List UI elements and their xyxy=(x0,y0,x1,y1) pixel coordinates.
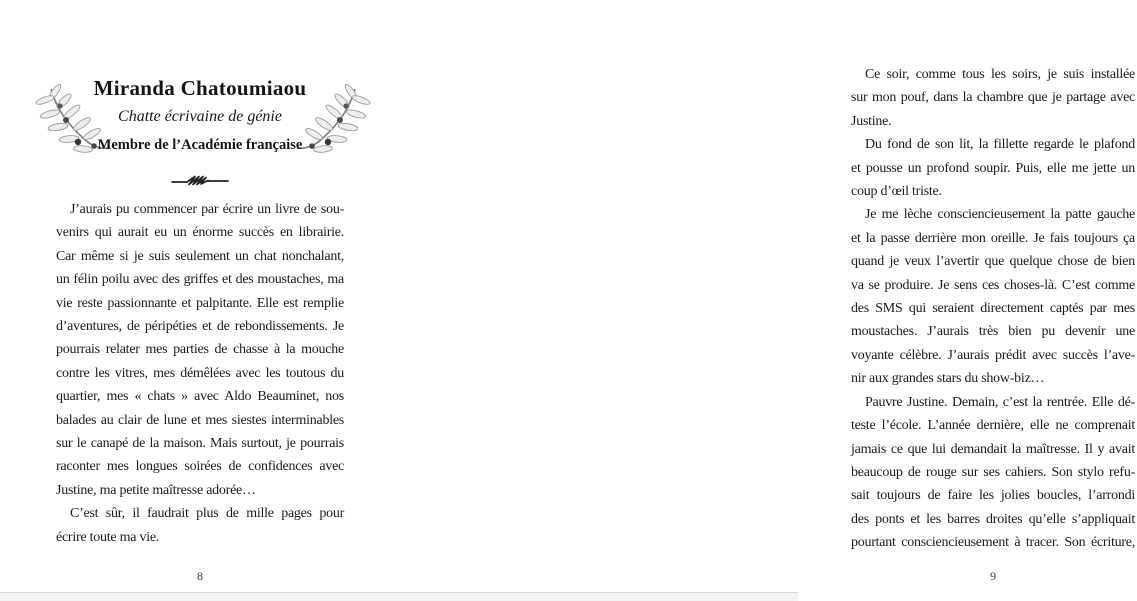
paragraph xyxy=(851,63,1135,133)
rope-twist-divider-icon xyxy=(172,174,228,188)
text-line: pourtant consciencieusement à tracer. Son écriture, xyxy=(851,535,1135,551)
text-line: quartier, mes « chats » avec Aldo Beauminet, nos xyxy=(56,389,344,405)
text-line: C’est sûr, il faudrait plus de mille pages pour xyxy=(70,506,344,522)
paragraph xyxy=(56,198,344,502)
body-text-right xyxy=(851,63,1135,555)
text-line: des ponts et les barres droites qu’elle s’appliquait xyxy=(851,511,1135,527)
body-text-left xyxy=(56,198,344,549)
chapter-affiliation: Membre de l’Académie française xyxy=(97,137,303,153)
chapter-title: Miranda Chatoumiaou xyxy=(93,76,307,100)
page-number-left: 8 xyxy=(197,569,203,583)
page-left xyxy=(0,0,399,592)
text-line: et la passe derrière mon oreille. Je fais toujours ça xyxy=(851,230,1135,246)
text-line: pourrais relater mes parties de chasse à la mouche xyxy=(56,342,344,358)
text-line: sur le canapé de la maison. Mais surtout, je pourrais xyxy=(56,436,344,452)
text-line: nir aux grandes stars du show-biz… xyxy=(851,371,1045,387)
text-line: des SMS qui seraient directement captés par mes xyxy=(851,301,1135,317)
paragraph xyxy=(851,133,1135,203)
text-line: d’aventures, de péripéties et de rebondissements. Je xyxy=(56,319,344,335)
text-line: voyante célèbre. J’aurais prédit avec succès l’ave- xyxy=(851,347,1135,363)
text-line: J’aurais pu commencer par écrire un livre de sou- xyxy=(70,202,344,217)
paragraph xyxy=(56,502,344,549)
text-line: Je me lèche consciencieusement la patte gauche xyxy=(865,207,1135,223)
text-line: sur mon pouf, dans la chambre que je partage avec xyxy=(851,90,1135,106)
text-line: teste l’école. L’année dernière, elle ne comprenait xyxy=(851,418,1135,434)
text-line: Ce soir, comme tous les soirs, je suis installée xyxy=(865,67,1135,82)
text-line: vie reste passionnante et palpitante. Elle est remplie xyxy=(56,295,344,311)
paragraph xyxy=(851,203,1135,390)
text-line: moustaches. J’aurais très bien pu devenir une xyxy=(851,324,1135,340)
text-line: contre les vitres, mes démêlées avec les toutous du xyxy=(56,365,344,381)
text-line: beaucoup de rouge sur ses cahiers. Son stylo refu- xyxy=(851,464,1135,480)
text-line: jamais ce que lui demandait la maîtresse. Il y avait xyxy=(851,441,1135,457)
page-right xyxy=(399,0,1135,592)
chapter-subtitle: Chatte écrivaine de génie xyxy=(118,108,282,125)
text-line: Pauvre Justine. Demain, c’est la rentrée. Elle dé- xyxy=(865,394,1135,410)
text-line: Car même si je suis seulement un chat nonchalant, xyxy=(56,248,344,264)
text-line: écrire toute ma vie. xyxy=(56,529,160,545)
text-line: balades au clair de lune et mes siestes interminables xyxy=(56,412,344,428)
text-line: un félin poilu avec des griffes et des moustaches, ma xyxy=(56,272,344,288)
text-line: raconter mes longues soirées de confidences avec xyxy=(56,459,344,475)
text-line: et pousse un profond soupir. Puis, elle me jette un xyxy=(851,160,1135,176)
page-number-right: 9 xyxy=(990,569,996,583)
text-line: venirs qui aurait eu un énorme succès en librairie. xyxy=(56,225,344,241)
text-line: coup d’œil triste. xyxy=(851,184,942,200)
text-line: Justine. xyxy=(851,113,892,129)
text-line: Justine, ma petite maîtresse adorée… xyxy=(56,482,256,498)
text-line: quand je veux l’avertir que quelque chose de bien xyxy=(851,254,1135,270)
text-line: va se produire. Je sens ces choses-là. C’est comme xyxy=(851,277,1135,293)
viewer-bottom-strip xyxy=(0,592,798,601)
paragraph xyxy=(851,391,1135,555)
text-line: Du fond de son lit, la fillette regarde le plafond xyxy=(865,137,1135,153)
text-line: sait toujours de faire les jolies boucles, l’arrondi xyxy=(851,488,1135,504)
